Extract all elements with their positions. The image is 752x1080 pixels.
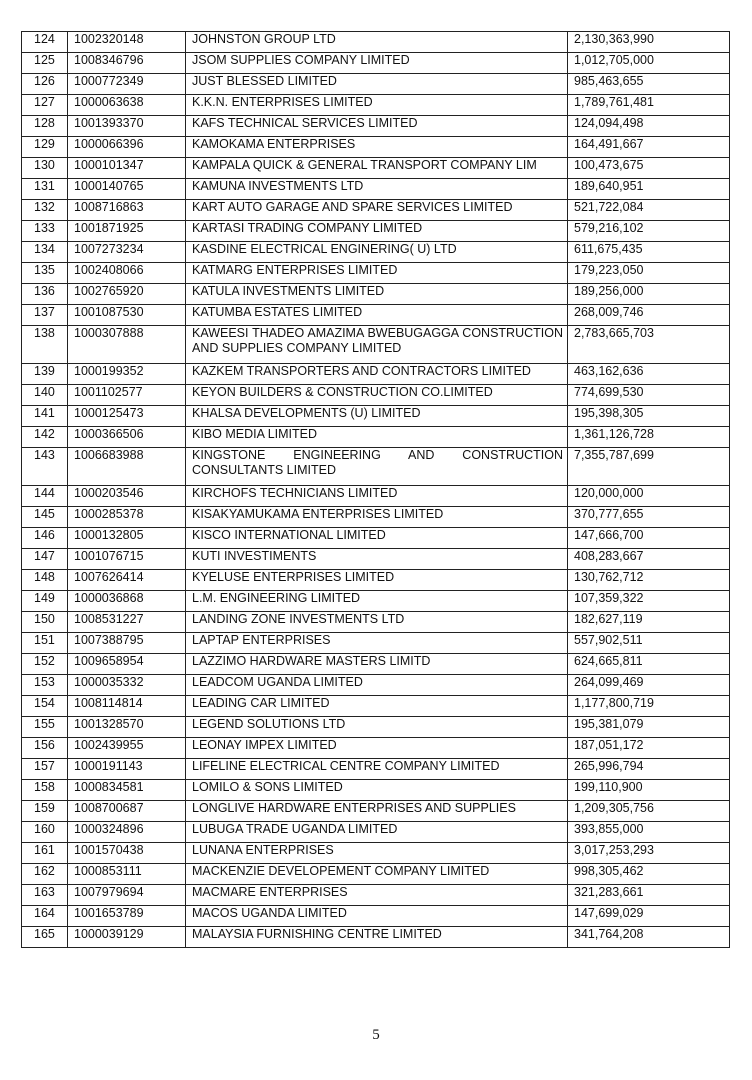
table-row (22, 406, 730, 427)
company-name-cell: KAFS TECHNICAL SERVICES LIMITED (186, 116, 568, 137)
page-number: 5 (372, 1027, 380, 1043)
row-number: 126 (22, 74, 68, 95)
amount-cell: 2,130,363,990 (568, 32, 730, 53)
row-number: 129 (22, 137, 68, 158)
table-row (22, 906, 730, 927)
amount-cell: 264,099,469 (568, 675, 730, 696)
amount-cell: 182,627,119 (568, 612, 730, 633)
amount-cell: 265,996,794 (568, 759, 730, 780)
table-row (22, 95, 730, 116)
amount-cell: 1,789,761,481 (568, 95, 730, 116)
tin-cell: 1000191143 (68, 759, 186, 780)
company-name-cell: MACKENZIE DEVELOPEMENT COMPANY LIMITED (186, 864, 568, 885)
row-number: 155 (22, 717, 68, 738)
company-name-cell: KARTASI TRADING COMPANY LIMITED (186, 221, 568, 242)
companies-table (21, 31, 730, 948)
tin-cell: 1000772349 (68, 74, 186, 95)
table-row (22, 927, 730, 948)
row-number: 158 (22, 780, 68, 801)
table-row (22, 885, 730, 906)
tin-cell: 1000853111 (68, 864, 186, 885)
tin-cell: 1000307888 (68, 326, 186, 364)
tin-cell: 1000199352 (68, 364, 186, 385)
table-row (22, 780, 730, 801)
tin-cell: 1000125473 (68, 406, 186, 427)
row-number: 153 (22, 675, 68, 696)
amount-cell: 521,722,084 (568, 200, 730, 221)
company-name-cell: KAWEESI THADEO AMAZIMA BWEBUGAGGA CONSTRUCTION AND SUPPLIES COMPANY LIMITED (186, 326, 568, 364)
table-row (22, 448, 730, 486)
row-number: 140 (22, 385, 68, 406)
tin-cell: 1000834581 (68, 780, 186, 801)
amount-cell: 268,009,746 (568, 305, 730, 326)
tin-cell: 1000063638 (68, 95, 186, 116)
row-number: 127 (22, 95, 68, 116)
company-name-cell: LANDING ZONE INVESTMENTS LTD (186, 612, 568, 633)
tin-cell: 1007388795 (68, 633, 186, 654)
company-name-cell: KAZKEM TRANSPORTERS AND CONTRACTORS LIMITED (186, 364, 568, 385)
company-name-cell: MACOS UGANDA LIMITED (186, 906, 568, 927)
table-row (22, 53, 730, 74)
amount-cell: 147,699,029 (568, 906, 730, 927)
table-body (22, 32, 730, 948)
row-number: 136 (22, 284, 68, 305)
amount-cell: 1,012,705,000 (568, 53, 730, 74)
row-number: 125 (22, 53, 68, 74)
amount-cell: 1,209,305,756 (568, 801, 730, 822)
amount-cell: 611,675,435 (568, 242, 730, 263)
row-number: 124 (22, 32, 68, 53)
company-name-cell: LUNANA ENTERPRISES (186, 843, 568, 864)
amount-cell: 147,666,700 (568, 528, 730, 549)
row-number: 151 (22, 633, 68, 654)
amount-cell: 1,361,126,728 (568, 427, 730, 448)
table-row (22, 284, 730, 305)
table-row (22, 717, 730, 738)
tin-cell: 1007273234 (68, 242, 186, 263)
amount-cell: 557,902,511 (568, 633, 730, 654)
company-name-cell: LUBUGA TRADE UGANDA LIMITED (186, 822, 568, 843)
tin-cell: 1000132805 (68, 528, 186, 549)
row-number: 152 (22, 654, 68, 675)
company-name-cell: KAMPALA QUICK & GENERAL TRANSPORT COMPANY LIM (186, 158, 568, 179)
company-name-cell: KYELUSE ENTERPRISES LIMITED (186, 570, 568, 591)
tin-cell: 1006683988 (68, 448, 186, 486)
tin-cell: 1007979694 (68, 885, 186, 906)
tin-cell: 1001076715 (68, 549, 186, 570)
table-row (22, 74, 730, 95)
tin-cell: 1000324896 (68, 822, 186, 843)
tin-cell: 1008531227 (68, 612, 186, 633)
amount-cell: 341,764,208 (568, 927, 730, 948)
row-number: 163 (22, 885, 68, 906)
table-row (22, 759, 730, 780)
table-row (22, 179, 730, 200)
row-number: 157 (22, 759, 68, 780)
row-number: 156 (22, 738, 68, 759)
row-number: 141 (22, 406, 68, 427)
table-row (22, 385, 730, 406)
table-row (22, 427, 730, 448)
tin-cell: 1001570438 (68, 843, 186, 864)
tin-cell: 1001102577 (68, 385, 186, 406)
company-name-cell: KAMOKAMA ENTERPRISES (186, 137, 568, 158)
tin-cell: 1000140765 (68, 179, 186, 200)
tin-cell: 1000066396 (68, 137, 186, 158)
row-number: 165 (22, 927, 68, 948)
company-name-cell: KUTI INVESTIMENTS (186, 549, 568, 570)
tin-cell: 1000366506 (68, 427, 186, 448)
company-name-cell: KHALSA DEVELOPMENTS (U) LIMITED (186, 406, 568, 427)
row-number: 132 (22, 200, 68, 221)
row-number: 147 (22, 549, 68, 570)
amount-cell: 187,051,172 (568, 738, 730, 759)
amount-cell: 100,473,675 (568, 158, 730, 179)
amount-cell: 1,177,800,719 (568, 696, 730, 717)
company-name-cell: KEYON BUILDERS & CONSTRUCTION CO.LIMITED (186, 385, 568, 406)
row-number: 144 (22, 486, 68, 507)
row-number: 145 (22, 507, 68, 528)
company-name-cell: L.M. ENGINEERING LIMITED (186, 591, 568, 612)
row-number: 139 (22, 364, 68, 385)
table-row (22, 654, 730, 675)
table-row (22, 137, 730, 158)
amount-cell: 199,110,900 (568, 780, 730, 801)
tin-cell: 1007626414 (68, 570, 186, 591)
row-number: 150 (22, 612, 68, 633)
table-row (22, 242, 730, 263)
table-row (22, 570, 730, 591)
company-name-cell: KATUMBA ESTATES LIMITED (186, 305, 568, 326)
company-name-cell: LOMILO & SONS LIMITED (186, 780, 568, 801)
company-name-cell: KASDINE ELECTRICAL ENGINERING( U) LTD (186, 242, 568, 263)
amount-cell: 189,256,000 (568, 284, 730, 305)
row-number: 143 (22, 448, 68, 486)
row-number: 164 (22, 906, 68, 927)
tin-cell: 1000101347 (68, 158, 186, 179)
company-name-cell: LEONAY IMPEX LIMITED (186, 738, 568, 759)
amount-cell: 107,359,322 (568, 591, 730, 612)
tin-cell: 1001393370 (68, 116, 186, 137)
row-number: 130 (22, 158, 68, 179)
row-number: 134 (22, 242, 68, 263)
amount-cell: 3,017,253,293 (568, 843, 730, 864)
tin-cell: 1001087530 (68, 305, 186, 326)
table-row (22, 486, 730, 507)
amount-cell: 998,305,462 (568, 864, 730, 885)
row-number: 149 (22, 591, 68, 612)
company-name-cell: K.K.N. ENTERPRISES LIMITED (186, 95, 568, 116)
tin-cell: 1008700687 (68, 801, 186, 822)
table-row (22, 633, 730, 654)
company-name-cell: KINGSTONE ENGINEERING AND CONSTRUCTION CONSULTANTS LIMITED (186, 448, 568, 486)
table-row (22, 843, 730, 864)
amount-cell: 2,783,665,703 (568, 326, 730, 364)
table-row (22, 801, 730, 822)
tin-cell: 1001653789 (68, 906, 186, 927)
tin-cell: 1000035332 (68, 675, 186, 696)
tin-cell: 1001328570 (68, 717, 186, 738)
row-number: 133 (22, 221, 68, 242)
amount-cell: 985,463,655 (568, 74, 730, 95)
row-number: 159 (22, 801, 68, 822)
company-name-cell: LEADING CAR LIMITED (186, 696, 568, 717)
tin-cell: 1002765920 (68, 284, 186, 305)
table-row (22, 200, 730, 221)
row-number: 162 (22, 864, 68, 885)
tin-cell: 1002408066 (68, 263, 186, 284)
tin-cell: 1002439955 (68, 738, 186, 759)
company-name-cell: KAMUNA INVESTMENTS LTD (186, 179, 568, 200)
amount-cell: 579,216,102 (568, 221, 730, 242)
company-name-cell: KISCO INTERNATIONAL LIMITED (186, 528, 568, 549)
table-row (22, 675, 730, 696)
amount-cell: 120,000,000 (568, 486, 730, 507)
row-number: 160 (22, 822, 68, 843)
table-row (22, 364, 730, 385)
row-number: 128 (22, 116, 68, 137)
company-name-cell: LAPTAP ENTERPRISES (186, 633, 568, 654)
table-row (22, 738, 730, 759)
row-number: 137 (22, 305, 68, 326)
tin-cell: 1000285378 (68, 507, 186, 528)
tin-cell: 1000039129 (68, 927, 186, 948)
company-name-cell: JSOM SUPPLIES COMPANY LIMITED (186, 53, 568, 74)
table-row (22, 221, 730, 242)
amount-cell: 463,162,636 (568, 364, 730, 385)
tin-cell: 1002320148 (68, 32, 186, 53)
table-row (22, 507, 730, 528)
table-row (22, 864, 730, 885)
table-row (22, 549, 730, 570)
amount-cell: 189,640,951 (568, 179, 730, 200)
table-row (22, 528, 730, 549)
tin-cell: 1001871925 (68, 221, 186, 242)
tin-cell: 1000036868 (68, 591, 186, 612)
table-row (22, 305, 730, 326)
table-row (22, 116, 730, 137)
table-row (22, 591, 730, 612)
company-name-cell: LONGLIVE HARDWARE ENTERPRISES AND SUPPLIES (186, 801, 568, 822)
company-name-cell: KISAKYAMUKAMA ENTERPRISES LIMITED (186, 507, 568, 528)
amount-cell: 370,777,655 (568, 507, 730, 528)
table-row (22, 158, 730, 179)
table-row (22, 822, 730, 843)
amount-cell: 195,381,079 (568, 717, 730, 738)
amount-cell: 164,491,667 (568, 137, 730, 158)
amount-cell: 393,855,000 (568, 822, 730, 843)
tin-cell: 1000203546 (68, 486, 186, 507)
company-name-cell: KIRCHOFS TECHNICIANS LIMITED (186, 486, 568, 507)
company-name-cell: JUST BLESSED LIMITED (186, 74, 568, 95)
tin-cell: 1008346796 (68, 53, 186, 74)
row-number: 154 (22, 696, 68, 717)
company-name-cell: LAZZIMO HARDWARE MASTERS LIMITD (186, 654, 568, 675)
table-row (22, 612, 730, 633)
company-name-cell: MALAYSIA FURNISHING CENTRE LIMITED (186, 927, 568, 948)
tin-cell: 1009658954 (68, 654, 186, 675)
row-number: 146 (22, 528, 68, 549)
company-name-cell: KATULA INVESTMENTS LIMITED (186, 284, 568, 305)
row-number: 138 (22, 326, 68, 364)
row-number: 161 (22, 843, 68, 864)
company-name-cell: LEGEND SOLUTIONS LTD (186, 717, 568, 738)
company-name-cell: LEADCOM UGANDA LIMITED (186, 675, 568, 696)
amount-cell: 7,355,787,699 (568, 448, 730, 486)
company-name-cell: MACMARE ENTERPRISES (186, 885, 568, 906)
company-name-cell: KATMARG ENTERPRISES LIMITED (186, 263, 568, 284)
row-number: 148 (22, 570, 68, 591)
amount-cell: 408,283,667 (568, 549, 730, 570)
amount-cell: 124,094,498 (568, 116, 730, 137)
table-row (22, 696, 730, 717)
amount-cell: 130,762,712 (568, 570, 730, 591)
tin-cell: 1008114814 (68, 696, 186, 717)
table-row (22, 32, 730, 53)
company-name-cell: KIBO MEDIA LIMITED (186, 427, 568, 448)
amount-cell: 179,223,050 (568, 263, 730, 284)
company-name-cell: KART AUTO GARAGE AND SPARE SERVICES LIMITED (186, 200, 568, 221)
row-number: 135 (22, 263, 68, 284)
amount-cell: 624,665,811 (568, 654, 730, 675)
tin-cell: 1008716863 (68, 200, 186, 221)
amount-cell: 774,699,530 (568, 385, 730, 406)
amount-cell: 321,283,661 (568, 885, 730, 906)
row-number: 142 (22, 427, 68, 448)
company-name-cell: JOHNSTON GROUP LTD (186, 32, 568, 53)
amount-cell: 195,398,305 (568, 406, 730, 427)
table-row (22, 263, 730, 284)
table-row (22, 326, 730, 364)
row-number: 131 (22, 179, 68, 200)
company-name-cell: LIFELINE ELECTRICAL CENTRE COMPANY LIMITED (186, 759, 568, 780)
